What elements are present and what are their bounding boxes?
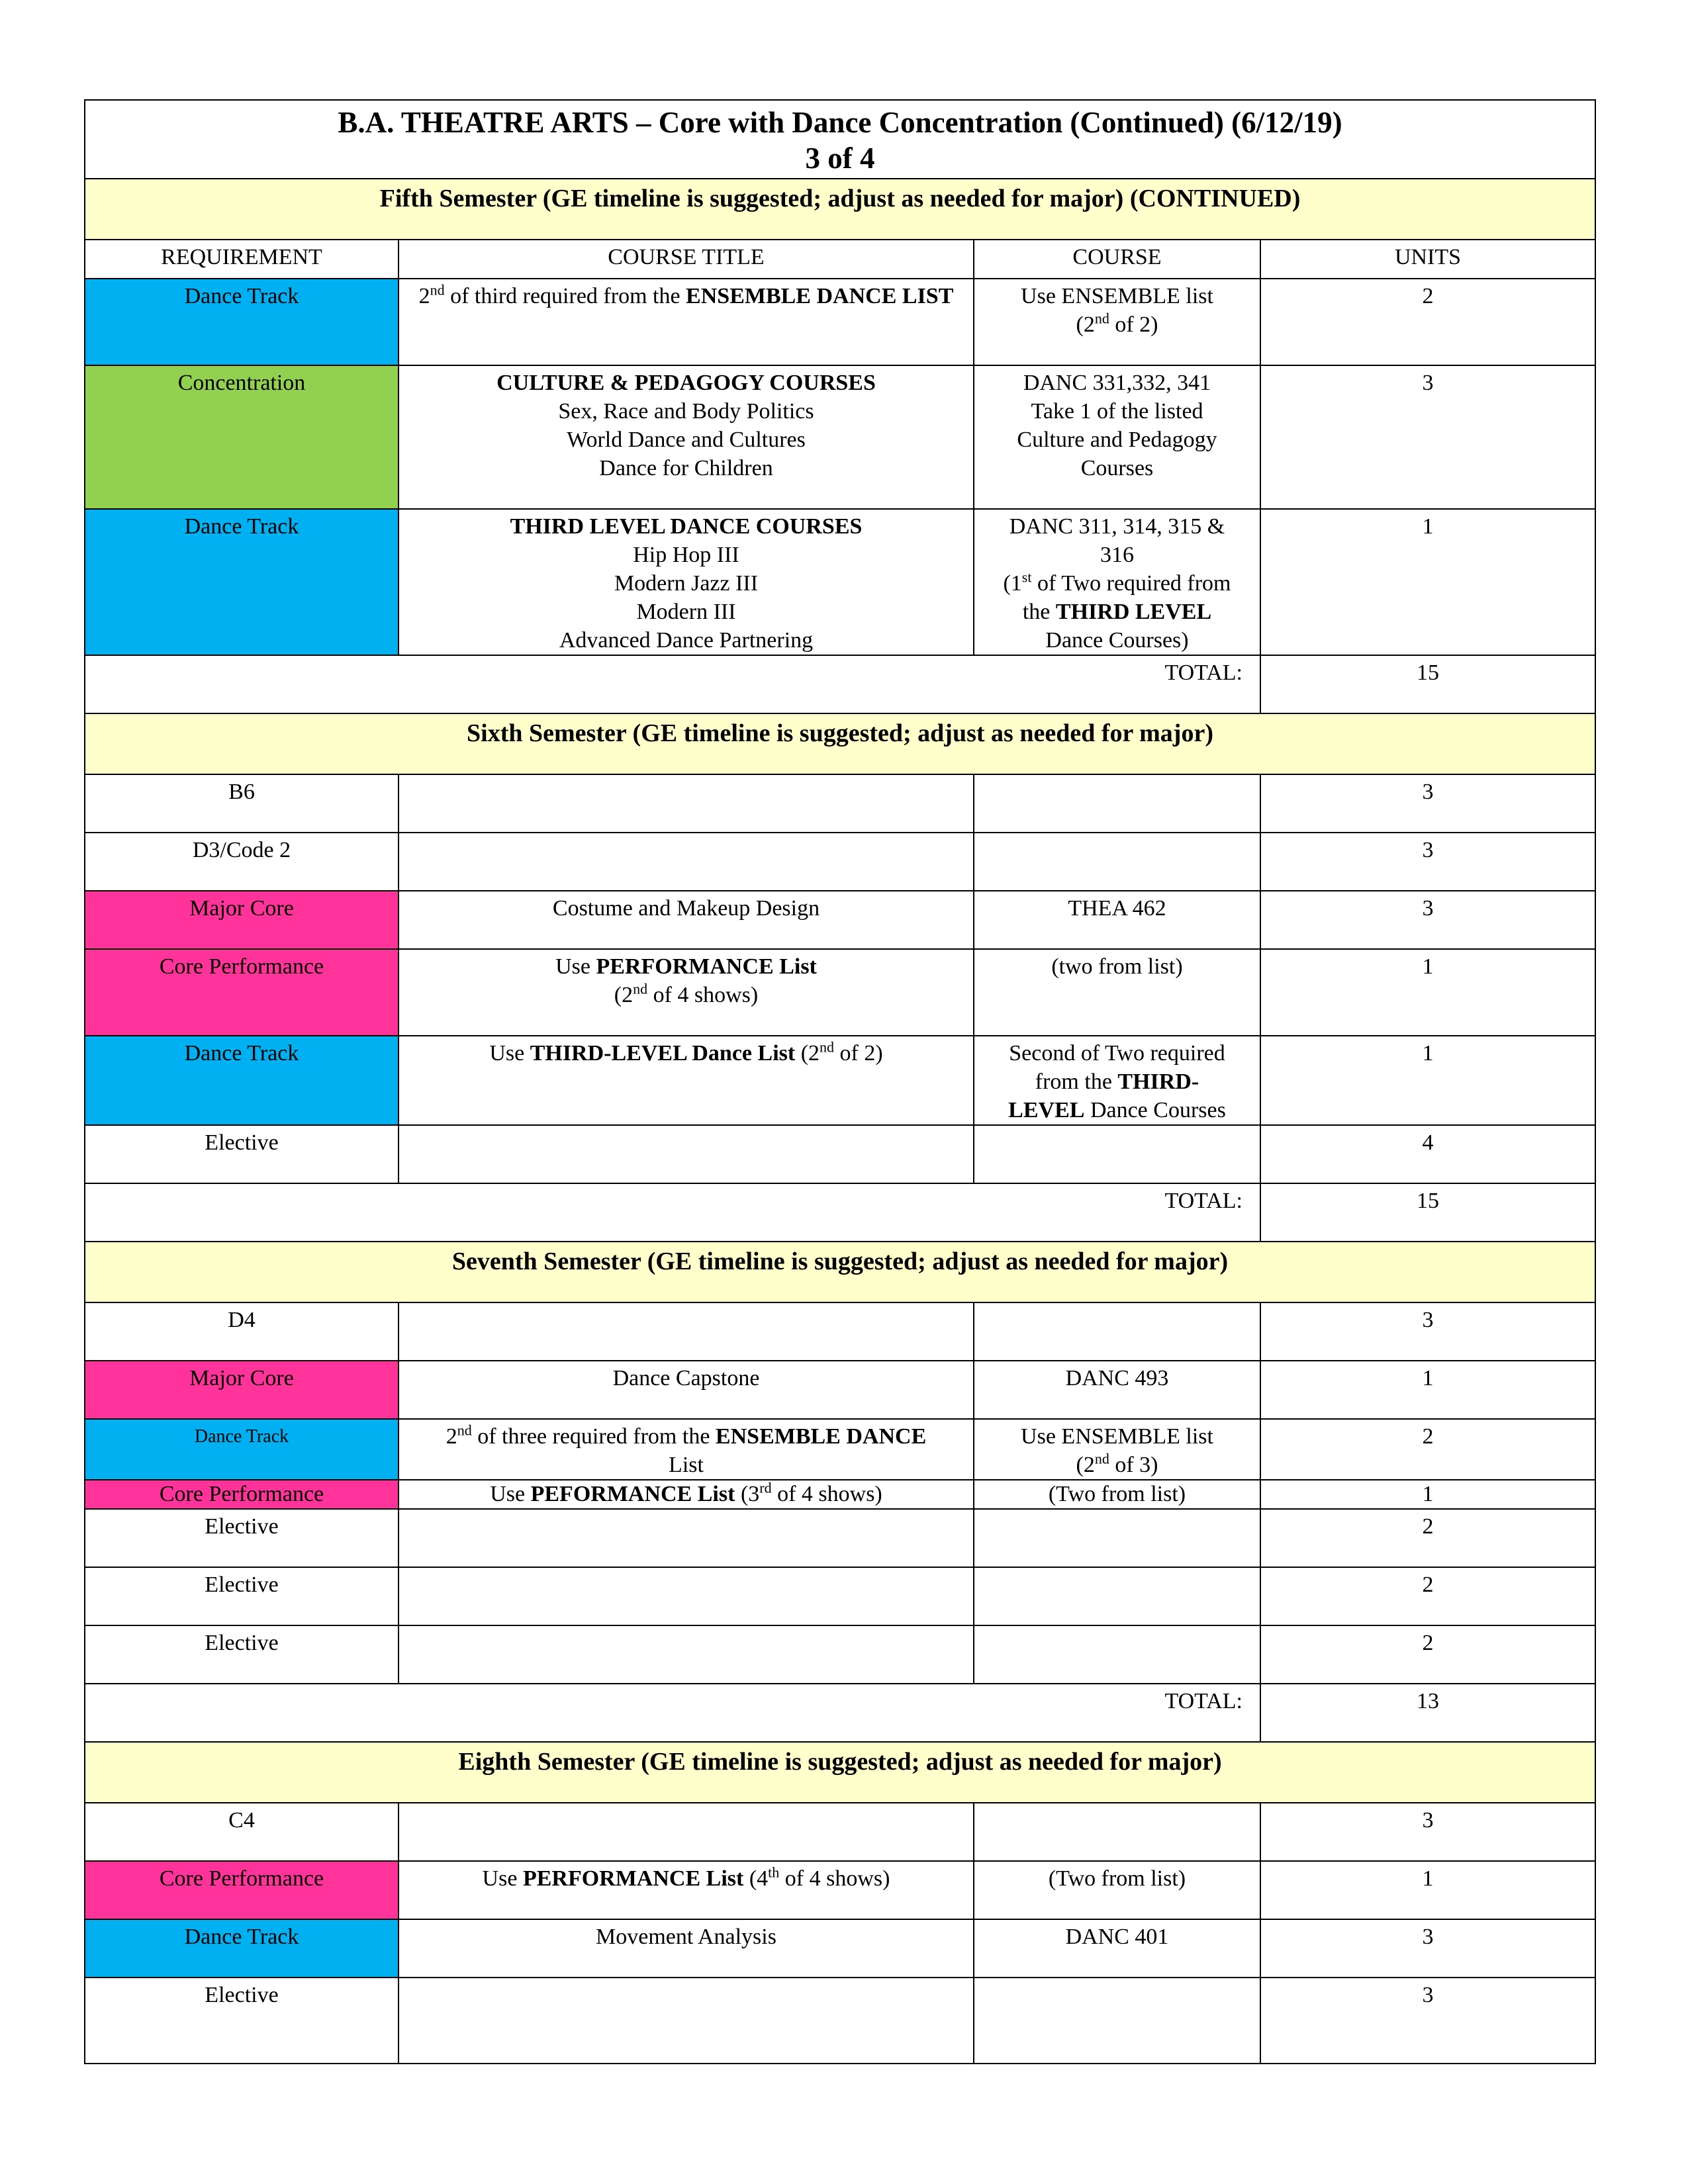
text-line [981, 1096, 1253, 1124]
text: of 4 shows) [771, 1482, 882, 1506]
units-cell: 3 [1260, 365, 1595, 509]
semester-heading-row [85, 713, 1595, 774]
text: Courses [1080, 456, 1154, 480]
text: Use ENSEMBLE list [1021, 284, 1213, 308]
course-cell [974, 1625, 1260, 1684]
text: Use [555, 954, 596, 979]
course-title-cell [399, 279, 974, 365]
course-title-cell [399, 1509, 974, 1567]
bold-text: PERFORMANCE List [596, 954, 817, 979]
units-cell: 1 [1260, 1361, 1595, 1419]
table-row [85, 1036, 1595, 1125]
text: Use [489, 1041, 530, 1066]
bold-text: THIRD- [1117, 1069, 1199, 1094]
text: Hip Hop III [633, 543, 739, 567]
requirement-cell: Elective [85, 1625, 399, 1684]
superscript: nd [1094, 1450, 1109, 1467]
text: (2 [795, 1041, 820, 1066]
column-header-row [85, 240, 1595, 279]
units-cell: 2 [1260, 279, 1595, 365]
course-cell [974, 774, 1260, 833]
text: DANC 311, 314, 315 & [1009, 514, 1225, 539]
course-title-cell [399, 1567, 974, 1625]
bold-text: ENSEMBLE DANCE [715, 1424, 927, 1449]
course-cell: THEA 462 [974, 891, 1260, 949]
units-cell: 2 [1260, 1509, 1595, 1567]
text: (2 [1076, 1453, 1095, 1477]
text: Take 1 of the listed [1031, 399, 1203, 424]
superscript: st [1021, 569, 1032, 586]
column-header-requirement: REQUIREMENT [85, 240, 399, 279]
total-label: TOTAL: [85, 1183, 1260, 1242]
course-title-cell [399, 365, 974, 509]
course-cell [974, 1419, 1260, 1480]
text: from the [1035, 1069, 1118, 1094]
requirement-cell: Core Performance [85, 1480, 399, 1509]
text: (4 [743, 1866, 769, 1891]
bold-text: THIRD LEVEL DANCE COURSES [510, 514, 863, 539]
course-title-cell [399, 1861, 974, 1919]
requirement-cell: Elective [85, 1567, 399, 1625]
superscript: nd [1094, 310, 1109, 327]
course-title-cell [399, 949, 974, 1036]
text: of Two required from [1031, 571, 1231, 596]
text-line [406, 981, 966, 1009]
text: of 4 shows) [647, 983, 759, 1007]
total-value: 15 [1260, 655, 1595, 713]
table-row [85, 1978, 1595, 2064]
course-cell [974, 1036, 1260, 1125]
course-cell [974, 1978, 1260, 2064]
units-cell: 2 [1260, 1625, 1595, 1684]
requirement-cell: Major Core [85, 891, 399, 949]
table-row [85, 949, 1595, 1036]
text: of 2) [1109, 312, 1158, 337]
course-title-cell: Dance Capstone [399, 1361, 974, 1419]
requirement-cell: Elective [85, 1125, 399, 1183]
table-row [85, 774, 1595, 833]
course-cell [974, 1567, 1260, 1625]
requirement-cell: B6 [85, 774, 399, 833]
table-row [85, 1567, 1595, 1625]
units-cell: 1 [1260, 1036, 1595, 1125]
course-title-cell [399, 1036, 974, 1125]
total-value: 13 [1260, 1684, 1595, 1742]
table-row [85, 891, 1595, 949]
superscript: nd [820, 1038, 835, 1056]
total-label: TOTAL: [85, 655, 1260, 713]
requirement-cell: D4 [85, 1302, 399, 1361]
table-row [85, 1361, 1595, 1419]
superscript: rd [759, 1480, 772, 1496]
text-line [981, 598, 1253, 626]
requirement-cell: Core Performance [85, 1861, 399, 1919]
course-cell [974, 279, 1260, 365]
course-cell: (Two from list) [974, 1861, 1260, 1919]
page-title [85, 100, 1595, 179]
table-row [85, 1419, 1595, 1480]
bold-text: PERFORMANCE List [522, 1866, 744, 1891]
text: of three required from the [471, 1424, 716, 1449]
text: the [1022, 600, 1056, 624]
course-cell: DANC 401 [974, 1919, 1260, 1978]
course-cell [974, 833, 1260, 891]
course-cell: (two from list) [974, 949, 1260, 1036]
requirement-cell: C4 [85, 1803, 399, 1861]
superscript: nd [457, 1422, 472, 1439]
column-header-units: UNITS [1260, 240, 1595, 279]
text: List [669, 1453, 704, 1477]
degree-plan-table [84, 99, 1596, 2064]
requirement-cell: Elective [85, 1978, 399, 2064]
course-title-cell [399, 774, 974, 833]
text: 2 [445, 1424, 457, 1449]
units-cell: 3 [1260, 1919, 1595, 1978]
table-row [85, 1509, 1595, 1567]
requirement-cell: Dance Track [85, 509, 399, 655]
requirement-cell: Concentration [85, 365, 399, 509]
units-cell: 1 [1260, 949, 1595, 1036]
table-row [85, 279, 1595, 365]
text: of 4 shows) [779, 1866, 890, 1891]
course-title-cell [399, 1302, 974, 1361]
course-cell [974, 365, 1260, 509]
units-cell: 1 [1260, 509, 1595, 655]
table-row [85, 1125, 1595, 1183]
text-line [406, 952, 966, 981]
bold-text: THIRD LEVEL [1055, 600, 1212, 624]
text-line [981, 569, 1253, 598]
text: Modern Jazz III [614, 571, 759, 596]
text: of 2) [834, 1041, 883, 1066]
course-cell: (Two from list) [974, 1480, 1260, 1509]
course-title-cell [399, 833, 974, 891]
total-row [85, 1684, 1595, 1742]
units-cell: 3 [1260, 891, 1595, 949]
eighth-semester-heading: Eighth Semester (GE timeline is suggested; adjust as needed for major) [85, 1742, 1595, 1803]
title-row [85, 100, 1595, 179]
bold-text: ENSEMBLE DANCE LIST [686, 284, 954, 308]
course-title-cell [399, 1419, 974, 1480]
text: Use [490, 1482, 531, 1506]
text-line [406, 1422, 966, 1451]
units-cell: 3 [1260, 1302, 1595, 1361]
text: 2 [418, 284, 430, 308]
course-cell [974, 1125, 1260, 1183]
column-header-course-title: COURSE TITLE [399, 240, 974, 279]
table-row [85, 509, 1595, 655]
text: Dance Courses) [1045, 628, 1189, 653]
course-title-cell [399, 1803, 974, 1861]
units-cell: 3 [1260, 1803, 1595, 1861]
text: (3 [735, 1482, 760, 1506]
table-row [85, 1919, 1595, 1978]
superscript: nd [430, 281, 445, 298]
text: 316 [1100, 543, 1134, 567]
text: (2 [1076, 312, 1095, 337]
superscript: nd [633, 980, 648, 997]
bold-text: THIRD-LEVEL Dance List [530, 1041, 796, 1066]
text: Culture and Pedagogy [1017, 428, 1217, 452]
fifth-semester-heading: Fifth Semester (GE timeline is suggested; adjust as needed for major) (CONTINUED) [85, 179, 1595, 240]
text: Dance Courses [1084, 1098, 1226, 1122]
requirement-cell: Dance Track [85, 279, 399, 365]
text: (2 [614, 983, 633, 1007]
table-row [85, 1480, 1595, 1509]
requirement-cell: Dance Track [85, 1919, 399, 1978]
units-cell: 3 [1260, 833, 1595, 891]
requirement-cell: Core Performance [85, 949, 399, 1036]
table-row [85, 1803, 1595, 1861]
units-cell: 1 [1260, 1861, 1595, 1919]
total-row [85, 1183, 1595, 1242]
requirement-cell: Dance Track [85, 1419, 399, 1480]
units-cell: 1 [1260, 1480, 1595, 1509]
course-title-cell [399, 1978, 974, 2064]
total-row [85, 655, 1595, 713]
bold-text: CULTURE & PEDAGOGY COURSES [496, 371, 876, 395]
units-cell: 4 [1260, 1125, 1595, 1183]
superscript: th [768, 1864, 780, 1881]
column-header-course: COURSE [974, 240, 1260, 279]
bold-text: LEVEL [1008, 1098, 1085, 1122]
units-cell: 2 [1260, 1419, 1595, 1480]
course-title-cell: Movement Analysis [399, 1919, 974, 1978]
course-title-cell [399, 1125, 974, 1183]
text: World Dance and Cultures [567, 428, 806, 452]
bold-text: PEFORMANCE List [530, 1482, 735, 1506]
units-cell: 2 [1260, 1567, 1595, 1625]
text: Modern III [636, 600, 736, 624]
semester-heading-row [85, 1742, 1595, 1803]
text: Use ENSEMBLE list [1021, 1424, 1213, 1449]
text-line [981, 1451, 1253, 1479]
text-line [981, 1068, 1253, 1096]
text: of 3) [1109, 1453, 1158, 1477]
requirement-cell: Elective [85, 1509, 399, 1567]
seventh-semester-heading: Seventh Semester (GE timeline is suggested; adjust as needed for major) [85, 1242, 1595, 1302]
course-cell: DANC 493 [974, 1361, 1260, 1419]
document-title: B.A. THEATRE ARTS – Core with Dance Concentration (Continued) (6/12/19) [338, 106, 1342, 139]
text-line [981, 310, 1253, 339]
course-cell [974, 509, 1260, 655]
semester-heading-row [85, 1242, 1595, 1302]
table-row [85, 1302, 1595, 1361]
text: Sex, Race and Body Politics [558, 399, 814, 424]
course-cell [974, 1302, 1260, 1361]
text: DANC 331,332, 341 [1023, 371, 1211, 395]
course-title-cell [399, 1480, 974, 1509]
text: Use [482, 1866, 523, 1891]
table-row [85, 1861, 1595, 1919]
table-row [85, 833, 1595, 891]
course-title-cell: Costume and Makeup Design [399, 891, 974, 949]
text: Dance for Children [599, 456, 773, 480]
text: Advanced Dance Partnering [559, 628, 814, 653]
course-cell [974, 1509, 1260, 1567]
requirement-cell: Major Core [85, 1361, 399, 1419]
units-cell: 3 [1260, 774, 1595, 833]
total-label: TOTAL: [85, 1684, 1260, 1742]
requirement-cell: D3/Code 2 [85, 833, 399, 891]
units-cell: 3 [1260, 1978, 1595, 2064]
table-row [85, 1625, 1595, 1684]
course-title-cell [399, 509, 974, 655]
sixth-semester-heading: Sixth Semester (GE timeline is suggested; adjust as needed for major) [85, 713, 1595, 774]
text: of third required from the [444, 284, 686, 308]
text: Second of Two required [1009, 1041, 1225, 1066]
course-title-cell [399, 1625, 974, 1684]
text: (1 [1003, 571, 1022, 596]
course-cell [974, 1803, 1260, 1861]
semester-heading-row [85, 179, 1595, 240]
table-row [85, 365, 1595, 509]
requirement-cell: Dance Track [85, 1036, 399, 1125]
page-number: 3 of 4 [805, 142, 875, 175]
total-value: 15 [1260, 1183, 1595, 1242]
